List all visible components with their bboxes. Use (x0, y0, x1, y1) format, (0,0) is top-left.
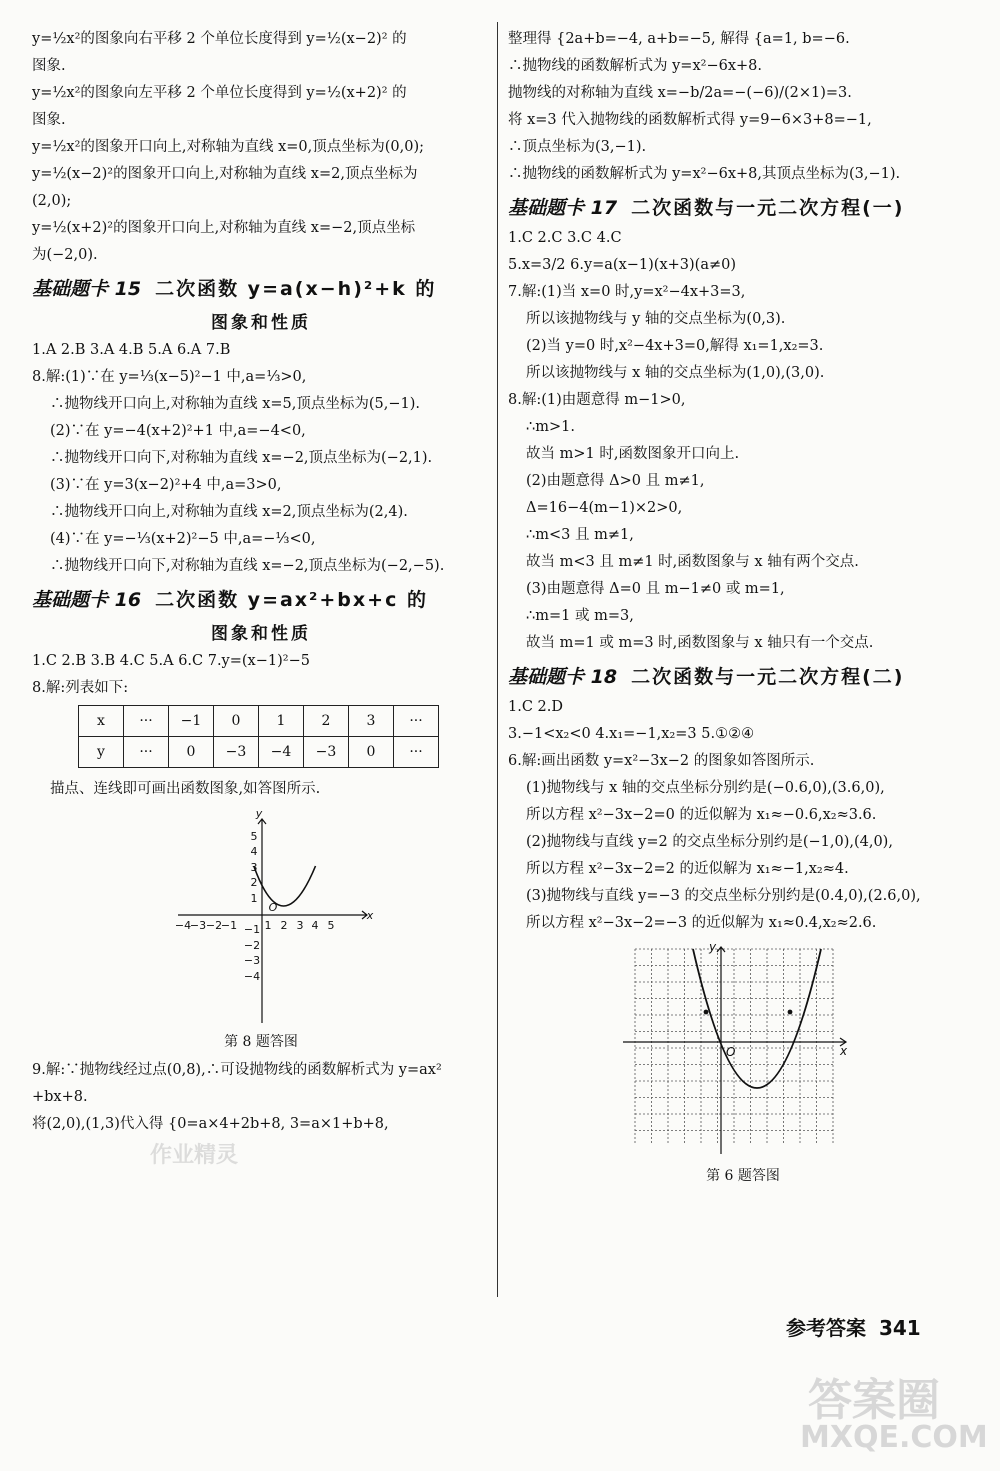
answer-line: 1.C 2.B 3.B 4.C 5.A 6.C 7.y=(x−1)²−5 (32, 653, 310, 669)
table-cell: y (79, 737, 124, 768)
graph-caption: 第 6 题答图 (706, 1168, 780, 1184)
heading-label: 基础题卡 18 (508, 666, 618, 688)
right-column (508, 28, 978, 1193)
y-axis-label: y (709, 940, 717, 954)
y-tick-label: −3 (243, 954, 261, 967)
answer-line: ∴m>1. (526, 419, 575, 435)
answer-line: ∴抛物线开口向下,对称轴为直线 x=−2,顶点坐标为(−2,−5). (50, 558, 445, 574)
answer-line: (4)∵在 y=−⅓(x+2)²−5 中,a=−⅓<0, (50, 531, 316, 547)
x-tick-label: 2 (280, 919, 288, 932)
answer-line: 故当 m>1 时,函数图象开口向上. (526, 446, 740, 462)
table-cell: 0 (214, 706, 259, 737)
heading-label: 基础题卡 17 (508, 197, 618, 219)
section-subheading-16: 图象和性质 (211, 624, 311, 644)
answer-line: 3.−1<x₂<0 4.x₁=−1,x₂=3 5.①②④ (508, 726, 755, 742)
text-line: 图象. (32, 58, 66, 74)
answer-line: Δ=16−4(m−1)×2>0, (526, 500, 683, 516)
y-axis-label: y (255, 807, 263, 820)
section-heading-16 (32, 585, 490, 615)
x-tick-label: −2 (205, 919, 223, 932)
answer-line: ∴抛物线开口向下,对称轴为直线 x=−2,顶点坐标为(−2,1). (50, 450, 433, 466)
origin-label: O (268, 901, 278, 914)
answer-line: 8.解:(1)∵在 y=⅓(x−5)²−1 中,a=⅓>0, (32, 369, 307, 385)
text-line: 图象. (32, 112, 66, 128)
x-tick-label: 3 (296, 919, 304, 932)
text-line: y=½x²的图象向右平移 2 个单位长度得到 y=½(x−2)² 的 (32, 31, 407, 47)
answer-line: 7.解:(1)当 x=0 时,y=x²−4x+3=3, (508, 284, 746, 300)
x-tick-label: −3 (189, 919, 207, 932)
table-cell: ··· (394, 706, 439, 737)
table-row (79, 737, 439, 768)
answer-line: +bx+8. (32, 1089, 88, 1105)
text-line: y=½(x−2)²的图象开口向上,对称轴为直线 x=2,顶点坐标为 (32, 166, 418, 182)
heading-label: 基础题卡 15 (32, 278, 142, 300)
watermark-site: MXQE.COM (800, 1420, 988, 1455)
x-tick-label: 1 (264, 919, 272, 932)
y-tick-label: 2 (250, 876, 258, 889)
parabola-curve (254, 866, 316, 906)
heading-title: 二次函数与一元二次方程(二) (631, 666, 905, 688)
table-cell: 0 (349, 737, 394, 768)
answer-line: 故当 m<3 且 m≠1 时,函数图象与 x 轴有两个交点. (526, 554, 859, 570)
text-line: y=½x²的图象开口向上,对称轴为直线 x=0,顶点坐标为(0,0); (32, 139, 425, 155)
left-column (32, 28, 490, 1140)
x-tick-label: −4 (174, 919, 192, 932)
answer-line: ∴抛物线开口向上,对称轴为直线 x=2,顶点坐标为(2,4). (50, 504, 408, 520)
text-line: ∴抛物线的函数解析式为 y=x²−6x+8,其顶点坐标为(3,−1). (508, 166, 901, 182)
text-line: (2,0); (32, 193, 72, 209)
answer-line: 所以方程 x²−3x−2=0 的近似解为 x₁≈−0.6,x₂≈3.6. (526, 807, 877, 823)
answer-line: (1)抛物线与 x 轴的交点坐标分别约是(−0.6,0),(3.6,0), (526, 780, 885, 796)
text-line: 将 x=3 代入抛物线的函数解析式得 y=9−6×3+8=−1, (508, 112, 872, 128)
y-tick-label: 5 (250, 830, 258, 843)
answer-line: ∴抛物线开口向上,对称轴为直线 x=5,顶点坐标为(5,−1). (50, 396, 421, 412)
text-line: y=½x²的图象向左平移 2 个单位长度得到 y=½(x+2)² 的 (32, 85, 407, 101)
y-tick-label: 3 (250, 861, 258, 874)
table-row (79, 706, 439, 737)
graph-problem-6 (508, 939, 978, 1159)
answer-line: 9.解:∵抛物线经过点(0,8),∴可设抛物线的函数解析式为 y=ax² (32, 1062, 442, 1078)
page-number: 341 (878, 1316, 921, 1340)
heading-title: 二次函数与一元二次方程(一) (631, 197, 905, 219)
text-line: 为(−2,0). (32, 247, 98, 263)
answer-line: 8.解:(1)由题意得 m−1>0, (508, 392, 686, 408)
table-cell: −3 (304, 737, 349, 768)
table-cell: ··· (124, 737, 169, 768)
heading-title: 二次函数 y=ax²+bx+c 的 (155, 589, 428, 611)
intersection-point (788, 1010, 793, 1015)
answer-line: 所以方程 x²−3x−2=−3 的近似解为 x₁≈0.4,x₂≈2.6. (526, 915, 877, 931)
x-tick-label: 4 (311, 919, 319, 932)
answer-line: 将(2,0),(1,3)代入得 {0=a×4+2b+8, 3=a×1+b+8, (32, 1116, 389, 1132)
table-cell: 1 (259, 706, 304, 737)
text-line: ∴抛物线的函数解析式为 y=x²−6x+8. (508, 58, 762, 74)
parabola-curve (693, 949, 821, 1088)
y-tick-label: 4 (250, 845, 258, 858)
text-line: ∴顶点坐标为(3,−1). (508, 139, 647, 155)
watermark-stamp: 作业精灵 (150, 1143, 239, 1168)
answer-line: 1.C 2.D (508, 699, 563, 715)
x-axis-label: x (840, 1044, 848, 1058)
answer-line: 6.解:画出函数 y=x²−3x−2 的图象如答图所示. (508, 753, 815, 769)
answer-line: 1.A 2.B 3.A 4.B 5.A 6.A 7.B (32, 342, 231, 358)
x-axis-label: x (366, 909, 374, 922)
answer-line: (3)由题意得 Δ=0 且 m−1≠0 或 m=1, (526, 581, 785, 597)
y-tick-label: 1 (250, 892, 258, 905)
column-divider (497, 22, 498, 1297)
answer-line: 所以该抛物线与 x 轴的交点坐标为(1,0),(3,0). (526, 365, 825, 381)
answer-line: (3)抛物线与直线 y=−3 的交点坐标分别约是(0.4,0),(2.6,0), (526, 888, 921, 904)
answer-line: 8.解:列表如下: (32, 680, 129, 696)
y-tick-label: −2 (243, 939, 261, 952)
value-table (78, 705, 439, 768)
footer-label: 参考答案 (786, 1316, 866, 1340)
heading-title: 二次函数 y=a(x−h)²+k 的 (155, 278, 437, 300)
answer-line: 所以该抛物线与 y 轴的交点坐标为(0,3). (526, 311, 786, 327)
table-cell: −3 (214, 737, 259, 768)
origin-label: O (726, 1045, 736, 1059)
answer-line: (2)当 y=0 时,x²−4x+3=0,解得 x₁=1,x₂=3. (526, 338, 824, 354)
answer-line: 描点、连线即可画出函数图象,如答图所示. (50, 781, 321, 797)
intersection-point (704, 1010, 709, 1015)
graph-caption: 第 8 题答图 (224, 1034, 298, 1050)
table-cell: −1 (169, 706, 214, 737)
y-tick-label: −1 (243, 923, 261, 936)
text-line: 抛物线的对称轴为直线 x=−b/2a=−(−6)/(2×1)=3. (508, 85, 852, 101)
section-heading-15 (32, 274, 490, 304)
x-tick-label: 5 (327, 919, 335, 932)
text-line: y=½(x+2)²的图象开口向上,对称轴为直线 x=−2,顶点坐标 (32, 220, 416, 236)
answer-line: 所以方程 x²−3x−2=2 的近似解为 x₁≈−1,x₂≈4. (526, 861, 849, 877)
answer-line: 5.x=3/2 6.y=a(x−1)(x+3)(a≠0) (508, 257, 736, 273)
heading-label: 基础题卡 16 (32, 589, 142, 611)
page-footer (786, 1312, 921, 1341)
text-line: 整理得 {2a+b=−4, a+b=−5, 解得 {a=1, b=−6. (508, 31, 850, 47)
answer-line: (2)由题意得 Δ>0 且 m≠1, (526, 473, 705, 489)
graph-problem-8 (32, 805, 490, 1025)
y-tick-label: −4 (243, 970, 261, 983)
table-cell: 0 (169, 737, 214, 768)
answer-line: 故当 m=1 或 m=3 时,函数图象与 x 轴只有一个交点. (526, 635, 874, 651)
section-heading-18 (508, 662, 978, 692)
answer-line: (3)∵在 y=3(x−2)²+4 中,a=3>0, (50, 477, 282, 493)
section-heading-17 (508, 193, 978, 223)
table-cell: x (79, 706, 124, 737)
answer-line: ∴m<3 且 m≠1, (526, 527, 634, 543)
table-cell: −4 (259, 737, 304, 768)
table-cell: ··· (124, 706, 169, 737)
table-cell: 2 (304, 706, 349, 737)
x-tick-label: −1 (220, 919, 238, 932)
answer-line: ∴m=1 或 m=3, (526, 608, 634, 624)
table-cell: 3 (349, 706, 394, 737)
answer-line: (2)∵在 y=−4(x+2)²+1 中,a=−4<0, (50, 423, 306, 439)
answer-line: 1.C 2.C 3.C 4.C (508, 230, 622, 246)
watermark-logo: 答案圈 (808, 1375, 940, 1426)
answer-line: (2)抛物线与直线 y=2 的交点坐标分别约是(−1,0),(4,0), (526, 834, 893, 850)
section-subheading-15: 图象和性质 (211, 313, 311, 333)
table-cell: ··· (394, 737, 439, 768)
